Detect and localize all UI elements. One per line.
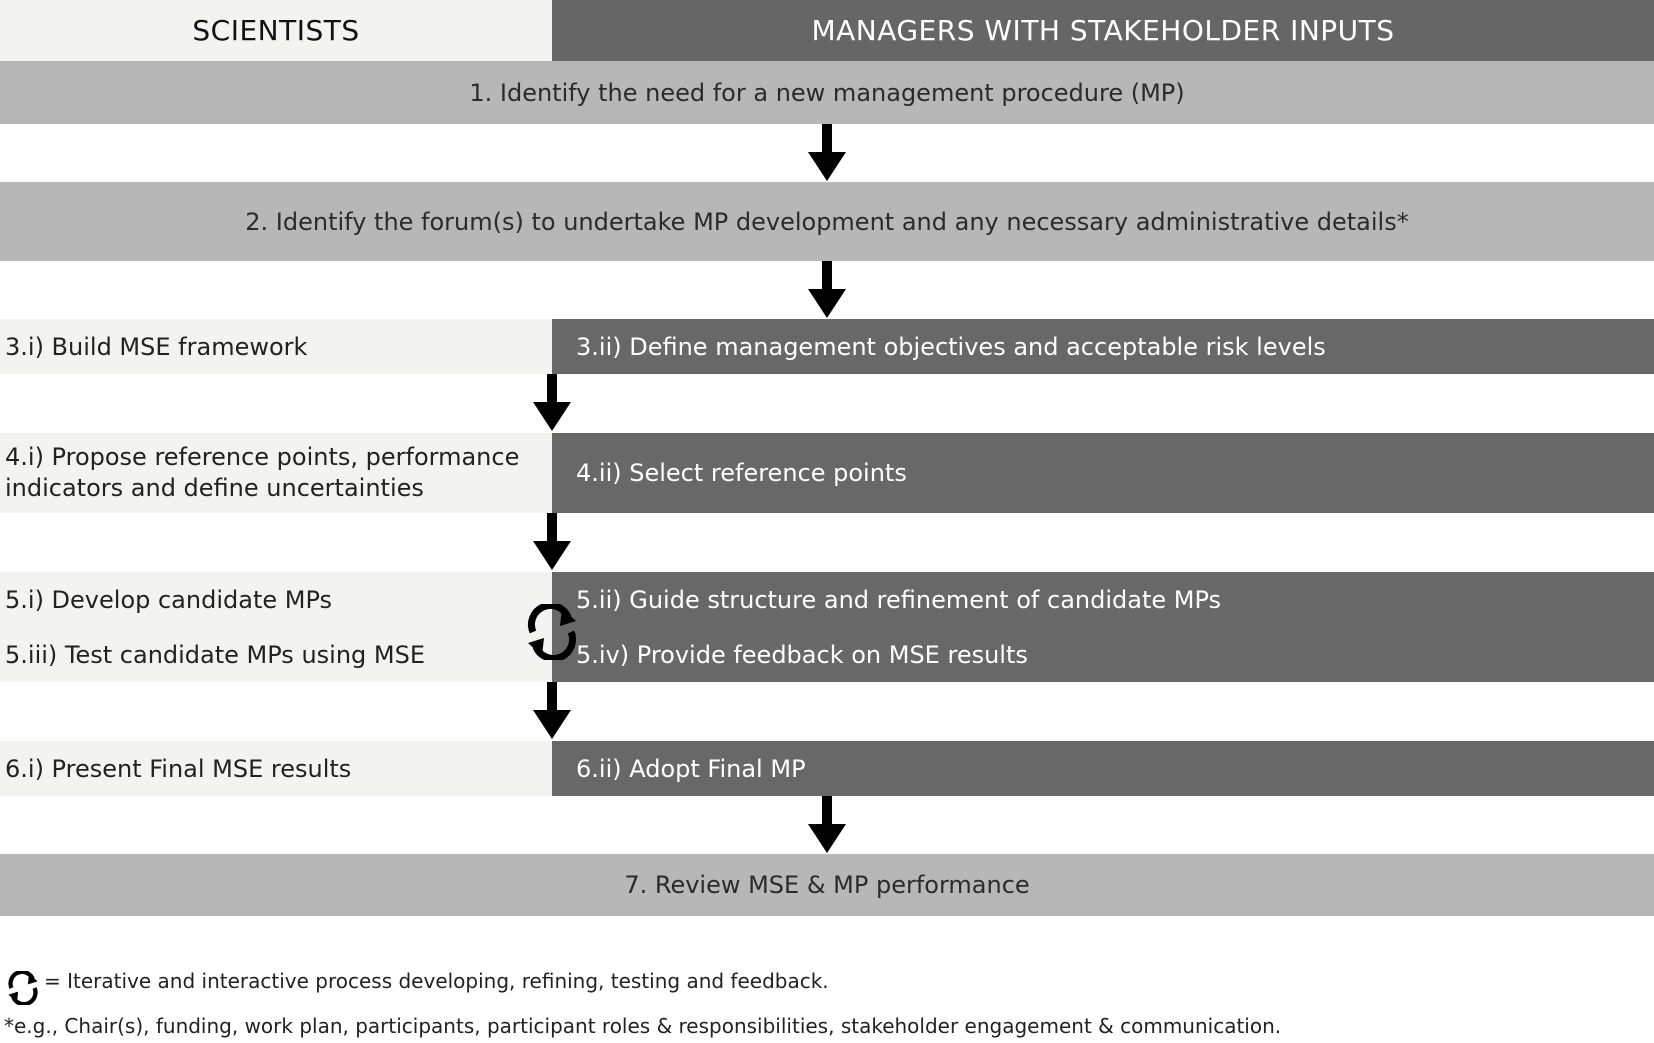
arrow-down-icon	[807, 124, 847, 182]
arrow-down-icon	[532, 513, 572, 571]
step-5iii-text: 5.iii) Test candidate MPs using MSE	[5, 641, 425, 669]
step-7-box: 7. Review MSE & MP performance	[0, 854, 1654, 916]
refresh-loop-icon	[6, 971, 40, 1005]
step-3ii-box: 3.ii) Define management objectives and acceptable risk levels	[552, 319, 1654, 374]
step-5iv-text: 5.iv) Provide feedback on MSE results	[576, 641, 1028, 669]
legend-loop-text: = Iterative and interactive process developing, refining, testing and feedback.	[44, 969, 829, 993]
footnote-text: *e.g., Chair(s), funding, work plan, participants, participant roles & responsibilities, stakeholder engagement & communication.	[4, 1014, 1282, 1038]
step-6i-box: 6.i) Present Final MSE results	[0, 741, 552, 796]
step-4i-box	[0, 433, 552, 513]
step-5-scientists-box	[0, 572, 552, 682]
scientists-header: SCIENTISTS	[0, 0, 552, 61]
step-6ii-box: 6.ii) Adopt Final MP	[552, 741, 1654, 796]
step-4ii-box: 4.ii) Select reference points	[552, 433, 1654, 513]
step-5ii-text: 5.ii) Guide structure and refinement of candidate MPs	[576, 586, 1222, 614]
step-5-managers-box	[552, 572, 1654, 682]
arrow-down-icon	[807, 261, 847, 319]
arrow-down-icon	[807, 796, 847, 854]
step-4i-line1: 4.i) Propose reference points, performance	[5, 443, 520, 471]
step-2-box: 2. Identify the forum(s) to undertake MP development and any necessary administrative details*	[0, 182, 1654, 261]
arrow-down-icon	[532, 374, 572, 432]
refresh-loop-icon	[524, 604, 580, 660]
step-4i-line2: indicators and define uncertainties	[5, 474, 424, 502]
step-3i-box: 3.i) Build MSE framework	[0, 319, 552, 374]
step-5i-text: 5.i) Develop candidate MPs	[5, 586, 333, 614]
managers-header: MANAGERS WITH STAKEHOLDER INPUTS	[552, 0, 1654, 61]
step-1-box: 1. Identify the need for a new management procedure (MP)	[0, 61, 1654, 124]
arrow-down-icon	[532, 682, 572, 740]
